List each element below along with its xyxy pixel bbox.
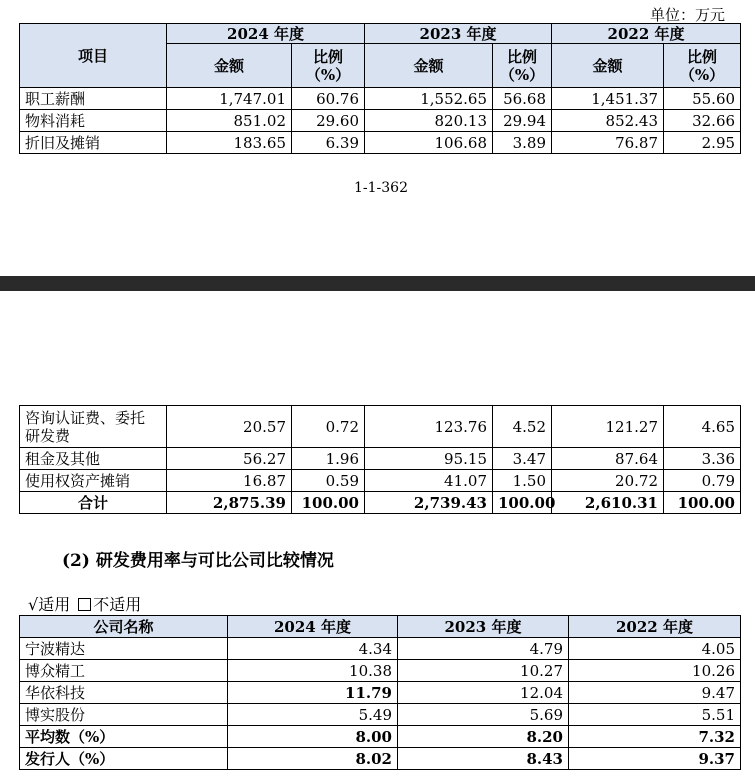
total-row: 合计 2,875.39 100.00 2,739.43 100.00 2,610.31 100.00 (20, 492, 741, 514)
header-company: 公司名称 (20, 616, 228, 638)
table-row: 华依科技 11.79 12.04 9.47 (20, 682, 741, 704)
table-row: 租金及其他 56.27 1.96 95.15 3.47 87.64 3.36 (20, 448, 741, 470)
expense-table-top (19, 23, 741, 154)
header-amount: 金额 (365, 44, 493, 88)
header-year-2022: 2022 年度 (569, 616, 741, 638)
table-row: 宁波精达 4.34 4.79 4.05 (20, 638, 741, 660)
header-ratio: 比例 （%） (292, 44, 365, 88)
page-break-divider (0, 276, 755, 291)
table-row: 博众精工 10.38 10.27 10.26 (20, 660, 741, 682)
not-applicable-label: 不适用 (93, 595, 142, 614)
header-year-2023: 2023 年度 (365, 24, 552, 44)
header-year-2024: 2024 年度 (228, 616, 398, 638)
table-row: 折旧及摊销 183.65 6.39 106.68 3.89 76.87 2.95 (20, 132, 741, 154)
empty-checkbox-icon (78, 598, 91, 611)
applicable-line (28, 592, 141, 615)
table-row: 博实股份 5.49 5.69 5.51 (20, 704, 741, 726)
expense-table-continued (19, 405, 741, 514)
check-mark-icon: √ (28, 595, 39, 614)
header-amount: 金额 (552, 44, 664, 88)
header-item: 项目 (20, 24, 167, 88)
table-row: 使用权资产摊销 16.87 0.59 41.07 1.50 20.72 0.79 (20, 470, 741, 492)
header-ratio: 比例 （%） (493, 44, 552, 88)
table-row: 物料消耗 851.02 29.60 820.13 29.94 852.43 32.66 (20, 110, 741, 132)
header-amount: 金额 (167, 44, 292, 88)
unit-label: 单位：万元 (650, 6, 726, 24)
section-heading: (2) 研发费用率与可比公司比较情况 (62, 551, 334, 571)
applicable-label: 适用 (38, 595, 71, 614)
comparison-table (19, 615, 741, 770)
header-year-2022: 2022 年度 (552, 24, 741, 44)
header-ratio: 比例 （%） (664, 44, 741, 88)
header-year-2023: 2023 年度 (398, 616, 569, 638)
table-row: 职工薪酬 1,747.01 60.76 1,552.65 56.68 1,451.37 55.60 (20, 88, 741, 110)
header-year-2024: 2024 年度 (167, 24, 365, 44)
table-row: 咨询认证费、委托 研发费 20.57 0.72 123.76 4.52 121.27 4.65 (20, 406, 741, 448)
average-row: 平均数（%） 8.00 8.20 7.32 (20, 726, 741, 748)
issuer-row: 发行人（%） 8.02 8.43 9.37 (20, 748, 741, 770)
page-number: 1-1-362 (354, 180, 408, 196)
